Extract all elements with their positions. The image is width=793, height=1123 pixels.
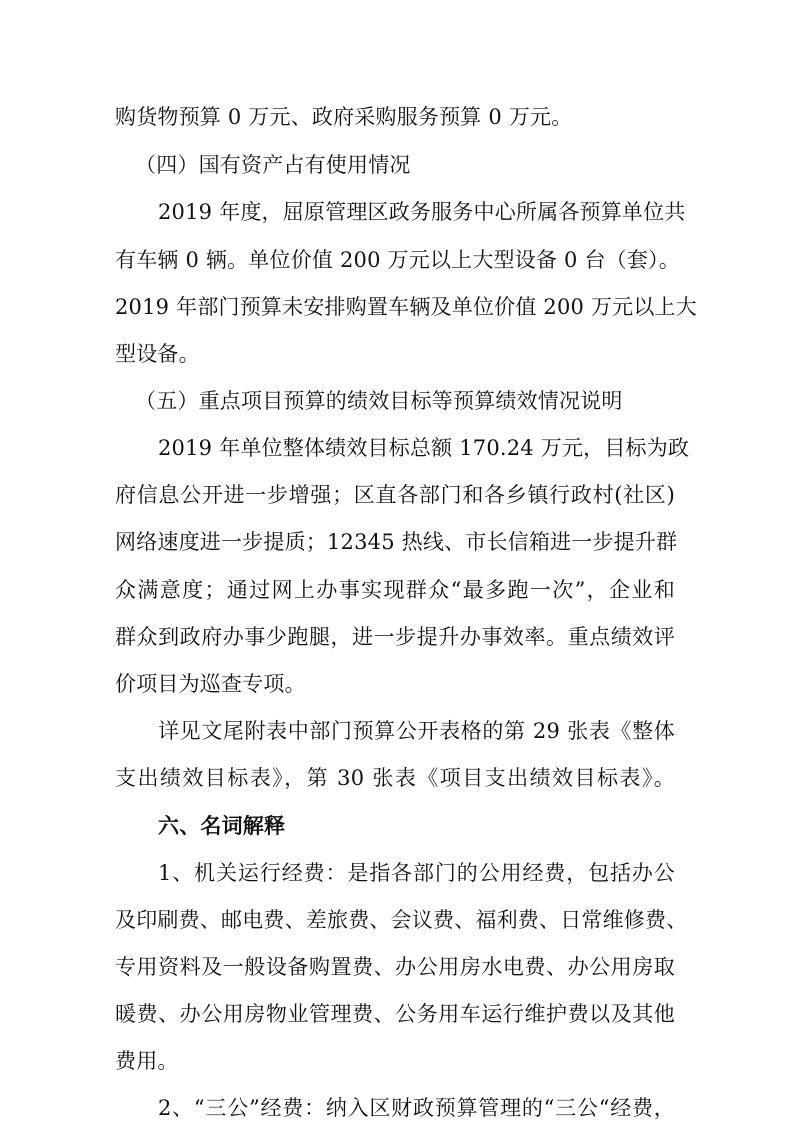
text-line: 1、机关运行经费：是指各部门的公用经费，包括办公 (158, 861, 675, 885)
text-line: 群众到政府办事少跑腿，进一步提升办事效率。重点绩效评 (115, 625, 675, 649)
section-heading: 六、名词解释 (158, 814, 286, 838)
text-line: 费用。 (115, 1049, 179, 1073)
text-line: 2、“三公”经费：纳入区财政预算管理的“三公“经费， (158, 1096, 675, 1120)
text-line: 支出绩效目标表》，第 30 张表《项目支出绩效目标表》。 (115, 766, 675, 790)
text-line: 网络速度进一步提质；12345 热线、市长信箱进一步提升群 (115, 530, 678, 554)
text-line: 众满意度；通过网上办事实现群众“最多跑一次”，企业和 (115, 578, 675, 602)
text-line: 专用资料及一般设备购置费、办公用房水电费、办公用房取 (115, 955, 675, 979)
text-line: 详见文尾附表中部门预算公开表格的第 29 张表《整体 (158, 719, 675, 743)
text-line: 购货物预算 0 万元、政府采购服务预算 0 万元。 (115, 105, 573, 129)
text-line: 型设备。 (115, 342, 200, 366)
section-heading: （四）国有资产占有使用情况 (135, 153, 411, 177)
text-line: 2019 年度，屈原管理区政务服务中心所属各预算单位共 (158, 200, 686, 224)
text-line: 府信息公开进一步增强；区直各部门和各乡镇行政村(社区) (115, 483, 675, 507)
text-line: 价项目为巡查专项。 (115, 672, 306, 696)
text-line: 2019 年单位整体绩效目标总额 170.24 万元，目标为政 (158, 436, 690, 460)
section-heading: （五）重点项目预算的绩效目标等预算绩效情况说明 (135, 389, 623, 413)
text-line: 有车辆 0 辆。单位价值 200 万元以上大型设备 0 台（套）。 (115, 248, 680, 272)
text-line: 及印刷费、邮电费、差旅费、会议费、福利费、日常维修费、 (115, 908, 688, 932)
text-line: 暖费、办公用房物业管理费、公务用车运行维护费以及其他 (115, 1002, 675, 1026)
text-line: 2019 年部门预算未安排购置车辆及单位价值 200 万元以上大 (115, 295, 697, 319)
